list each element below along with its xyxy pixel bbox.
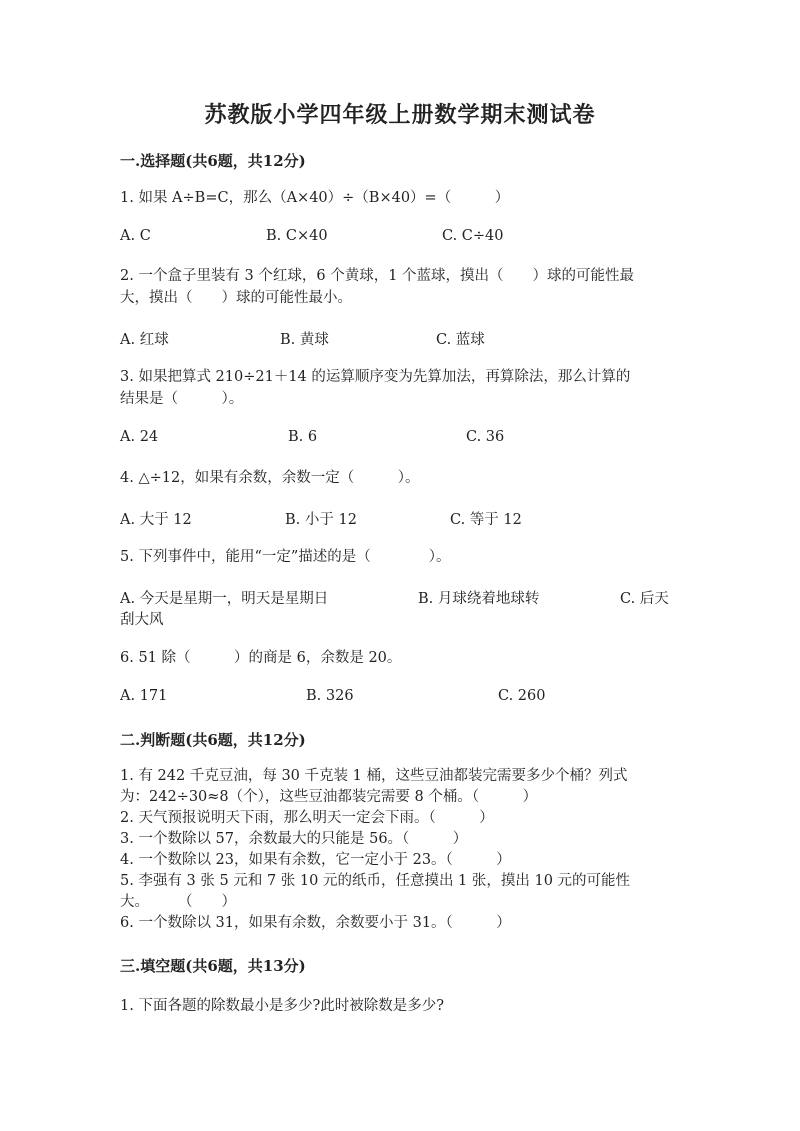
question-5: 5. 下列事件中，能用“一定”描述的是（ ）。 [120,549,451,565]
q5-option-c: C. 后天 [620,591,669,607]
judge-line-4: 3. 一个数除以 57，余数最大的只能是 56。（ ） [120,831,468,847]
judge-line-8: 6. 一个数除以 31，如果有余数，余数要小于 31。（ ） [120,915,511,931]
q5-option-b: B. 月球绕着地球转 [418,591,540,607]
judge-line-3: 2. 天气预报说明天下雨，那么明天一定会下雨。（ ） [120,810,494,826]
q6-option-b: B. 326 [306,688,354,704]
q3-option-c: C. 36 [466,429,505,445]
judge-line-7: 大。 （ ） [120,894,236,910]
judge-line-5: 4. 一个数除以 23，如果有余数，它一定小于 23。（ ） [120,852,511,868]
q4-option-a: A. 大于 12 [120,512,192,528]
q3-option-b: B. 6 [288,429,318,445]
q4-option-b: B. 小于 12 [285,512,357,528]
fill-question-1: 1. 下面各题的除数最小是多少?此时被除数是多少? [120,998,444,1014]
question-3-line-2: 结果是（ ）。 [120,391,244,407]
q2-option-a: A. 红球 [120,332,169,348]
question-3-line-1: 3. 如果把算式 210÷21＋14 的运算顺序变为先算加法，再算除法，那么计算的 [120,369,631,385]
q4-option-c: C. 等于 12 [450,512,522,528]
judge-line-2: 为：242÷30≈8（个），这些豆油都装完需要 8 个桶。（ ） [120,789,538,805]
judge-line-1: 1. 有 242 千克豆油，每 30 千克装 1 桶，这些豆油都装完需要多少个桶？列式 [120,768,628,784]
page-title: 苏教版小学四年级上册数学期末测试卷 [204,102,596,128]
question-1: 1. 如果 A÷B=C，那么（A×40）÷（B×40）=（ ） [120,190,510,206]
section-heading-fill: 三.填空题(共6题，共13分) [120,957,306,975]
section-heading-choice: 一.选择题(共6题，共12分) [120,152,306,170]
q1-option-a: A. C [120,228,151,244]
question-2-line-1: 2. 一个盒子里装有 3 个红球，6 个黄球，1 个蓝球，摸出（ ）球的可能性最 [120,268,635,284]
q5-option-c-wrap: 刮大风 [120,612,164,628]
question-4: 4. △÷12，如果有余数，余数一定（ ）。 [120,470,420,486]
q6-option-c: C. 260 [498,688,546,704]
q2-option-c: C. 蓝球 [436,332,485,348]
q5-option-a: A. 今天是星期一，明天是星期日 [120,591,329,607]
q6-option-a: A. 171 [120,688,168,704]
q2-option-b: B. 黄球 [280,332,329,348]
q3-option-a: A. 24 [120,429,159,445]
question-6: 6. 51 除（ ）的商是 6，余数是 20。 [120,650,402,666]
q1-option-b: B. C×40 [266,228,328,244]
q1-option-c: C. C÷40 [442,228,504,244]
section-heading-judge: 二.判断题(共6题，共12分) [120,731,306,749]
judge-line-6: 5. 李强有 3 张 5 元和 7 张 10 元的纸币，任意摸出 1 张，摸出 10 元的可能性 [120,873,631,889]
question-2-line-2: 大，摸出（ ）球的可能性最小。 [120,290,352,306]
